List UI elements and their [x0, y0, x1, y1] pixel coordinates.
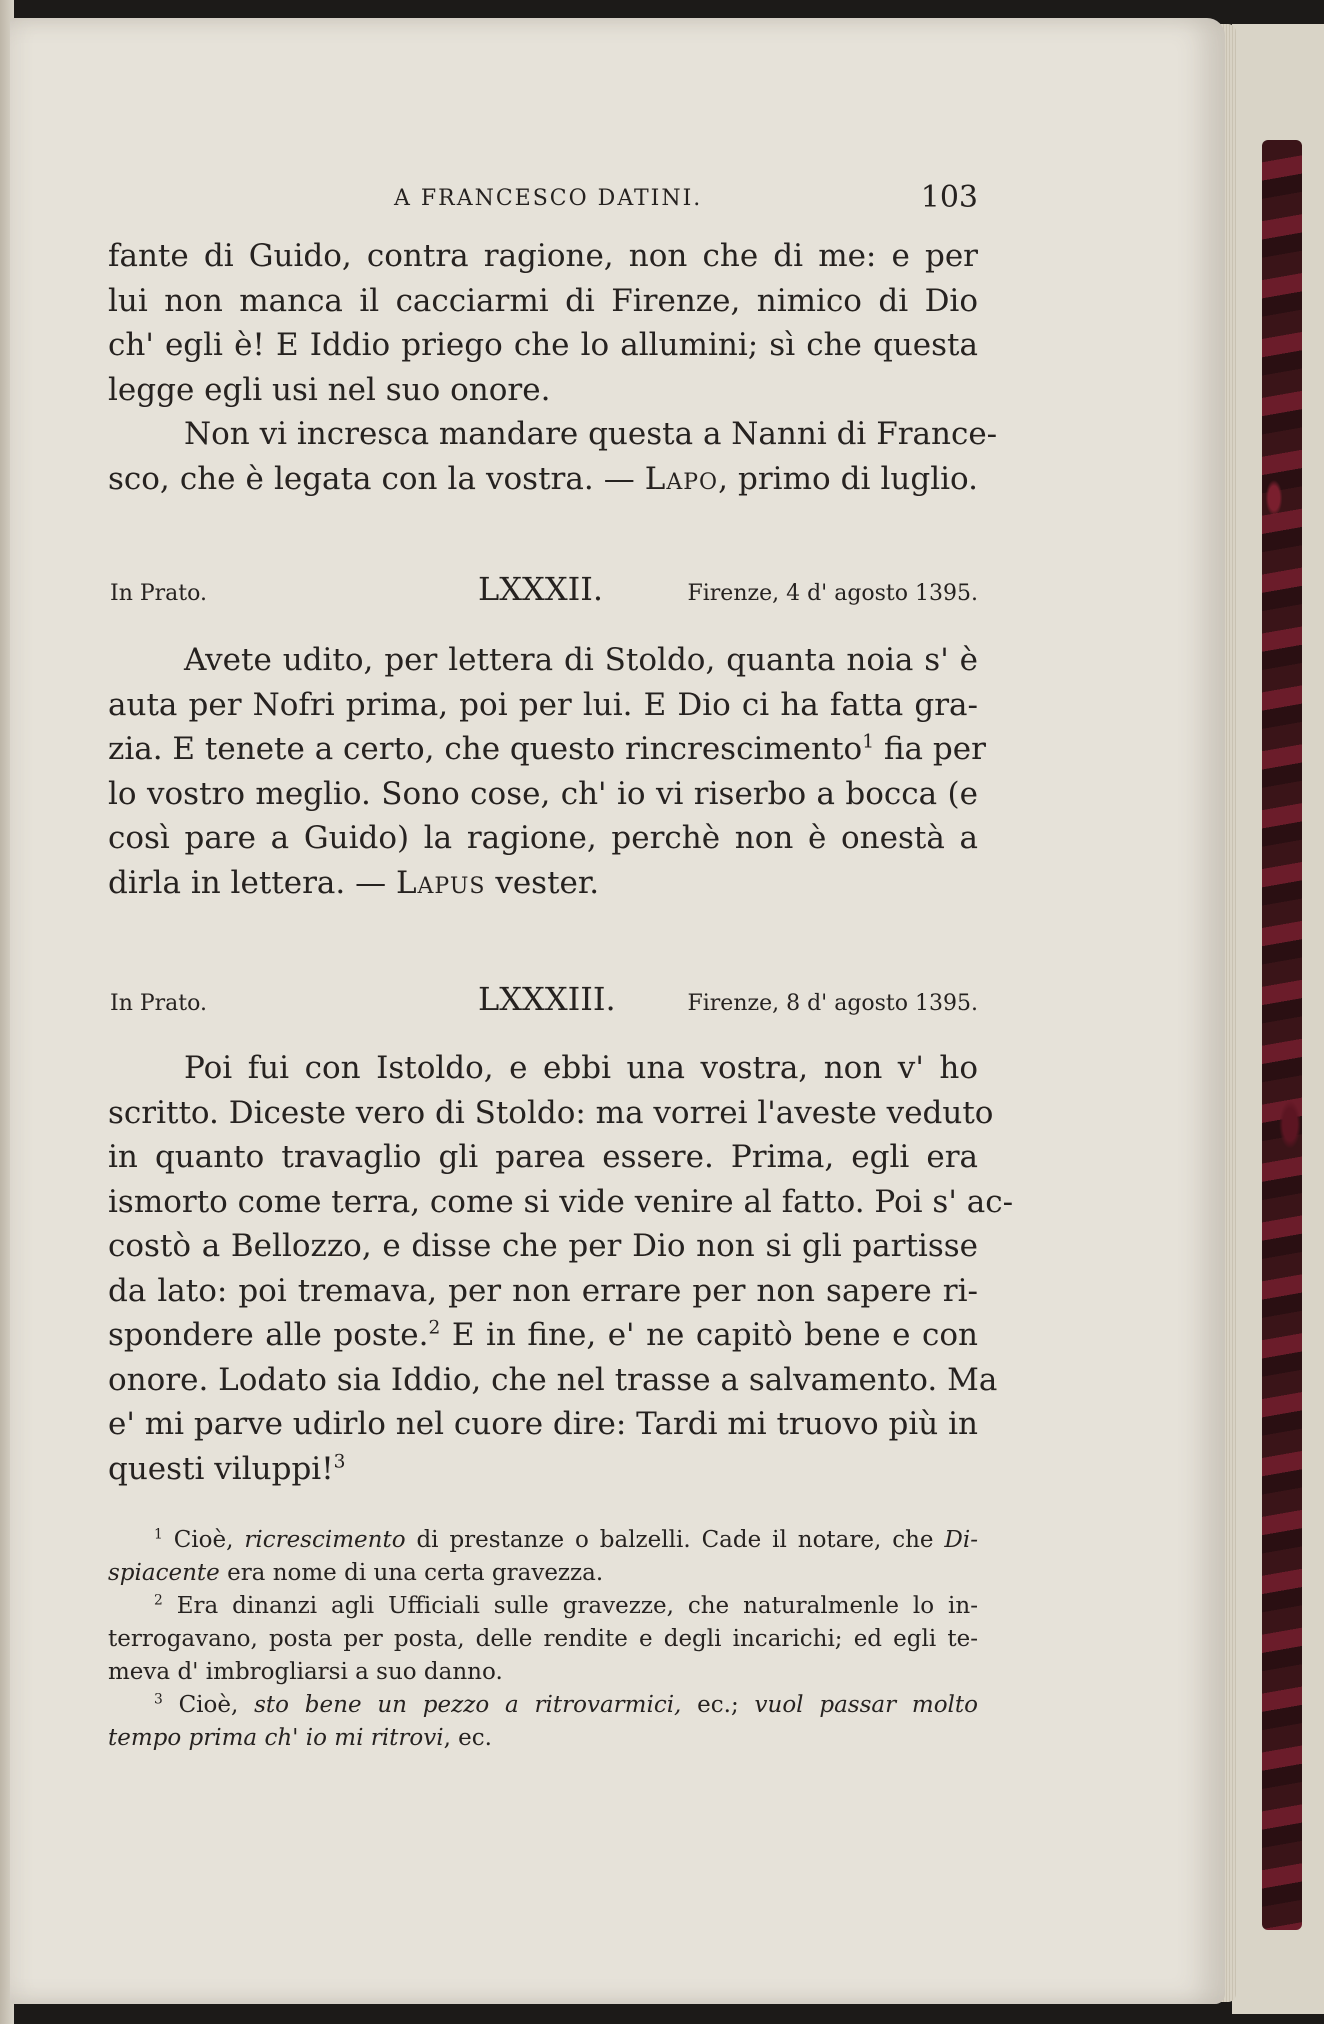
letter-83-body [108, 1046, 1014, 1491]
text-fragment: vester. [485, 864, 600, 901]
footnote-ref: 3 [333, 1451, 346, 1473]
text-line: auta per Nofri prima, poi per lui. E Dio ci ha fatta gra- [108, 686, 978, 723]
text-fragment: spondere alle poste. [108, 1317, 429, 1353]
text-line: ismorto come terra, come si vide venire al fatto. Poi s' ac- [108, 1183, 1014, 1220]
text-line: Non vi incresca mandare questa a Nanni di France- [184, 416, 998, 452]
letter-place-date: Firenze, 4 d' agosto 1395. [687, 581, 978, 606]
letter-82-body [108, 638, 986, 905]
letter-addressee: In Prato. [110, 991, 207, 1016]
text-fragment: sco, che è legata con la vostra. — [108, 460, 645, 497]
text-line: lo vostro meglio. Sono cose, ch' io vi riserbo a bocca (e [108, 775, 978, 812]
text-fragment: , primo di luglio. [718, 460, 979, 497]
letter-number: LXXXII. [478, 570, 604, 608]
text-fragment: zia. E tenete a certo, che questo rincrescimento [108, 731, 863, 767]
footnote-1: $^1$ Cioè, ricrescimento di prestanze o balzelli. Cade il notare, che Di- [154, 1526, 978, 1553]
text-line [108, 1447, 978, 1492]
text-fragment: fia per [874, 731, 986, 767]
text-line: ch' egli è! E Iddio priego che lo allumini; sì che questa [108, 327, 978, 363]
letter-heading-82 [108, 566, 978, 610]
text-line [108, 1313, 978, 1358]
text-line: scritto. Diceste vero di Stoldo: ma vorrei l'aveste veduto [108, 1094, 994, 1131]
running-header [108, 180, 978, 220]
footnote-2-cont: meva d' imbrogliarsi a suo danno. [108, 1659, 503, 1685]
footnote-ref: 1 [862, 731, 875, 753]
text-line: così pare a Guido) la ragione, perchè non è onestà a [108, 820, 978, 856]
footnotes [108, 1524, 978, 1755]
text-line: costò a Bellozzo, e disse che per Dio non si gli partisse [108, 1228, 978, 1264]
signature: Lapo [644, 460, 719, 497]
text-line: da lato: poi tremava, per non errare per non sapere ri- [108, 1272, 978, 1309]
text-line: Avete udito, per lettera di Stoldo, quanta noia s' è [184, 642, 978, 678]
footnote-1-cont: spiacente era nome di una certa gravezza. [108, 1560, 604, 1586]
text-fragment: E in fine, e' ne capitò bene e con [440, 1317, 978, 1353]
letter-place-date: Firenze, 8 d' agosto 1395. [687, 991, 978, 1016]
letter-heading-83 [108, 976, 978, 1020]
text-line [108, 727, 986, 772]
text-line: e' mi parve udirlo nel cuore dire: Tardi mi truovo più in [108, 1406, 978, 1442]
footnote-number: 2 [154, 1592, 163, 1609]
text-line: legge egli usi nel suo onore. [108, 371, 551, 408]
text-fragment: questi viluppi! [108, 1450, 334, 1487]
text-line: onore. Lodato sia Iddio, che nel trasse a salvamento. Ma [108, 1361, 998, 1398]
text-line: fante di Guido, contra ragione, non che di me: e per [108, 238, 978, 274]
letter-addressee: In Prato. [110, 581, 207, 606]
footnote-number: 1 [154, 1526, 163, 1543]
text-line: lui non manca il cacciarmi di Firenze, nimico di Dio [108, 282, 978, 319]
footnote-2-cont: terrogavano, posta per posta, delle rendite e degli incarichi; ed egli te- [108, 1626, 978, 1652]
footnote-3: $^3$ Cioè, sto bene un pezzo a ritrovarmici, ec.; vuol passar molto [154, 1691, 978, 1718]
text-line: in quanto travaglio gli parea essere. Prima, egli era [108, 1139, 978, 1175]
running-title: A FRANCESCO DATINI. [394, 186, 703, 211]
footnote-number: 3 [154, 1691, 163, 1708]
footnote-2: $^2$ Era dinanzi agli Ufficiali sulle gravezze, che naturalmenle lo in- [154, 1592, 978, 1619]
footnote-3-cont: tempo prima ch' io mi ritrovi, ec. [108, 1725, 492, 1751]
continued-letter-text [108, 234, 998, 501]
page-number: 103 [920, 180, 978, 215]
marbled-binding [1262, 140, 1302, 1930]
text-line: Poi fui con Istoldo, e ebbi una vostra, non v' ho [184, 1050, 978, 1086]
signature-line [108, 457, 978, 502]
text-fragment: dirla in lettera. — [108, 864, 396, 901]
signature: Lapus [395, 864, 486, 901]
footnote-ref: 2 [428, 1317, 441, 1339]
letter-number: LXXXIII. [478, 980, 616, 1018]
signature-line [108, 861, 978, 906]
